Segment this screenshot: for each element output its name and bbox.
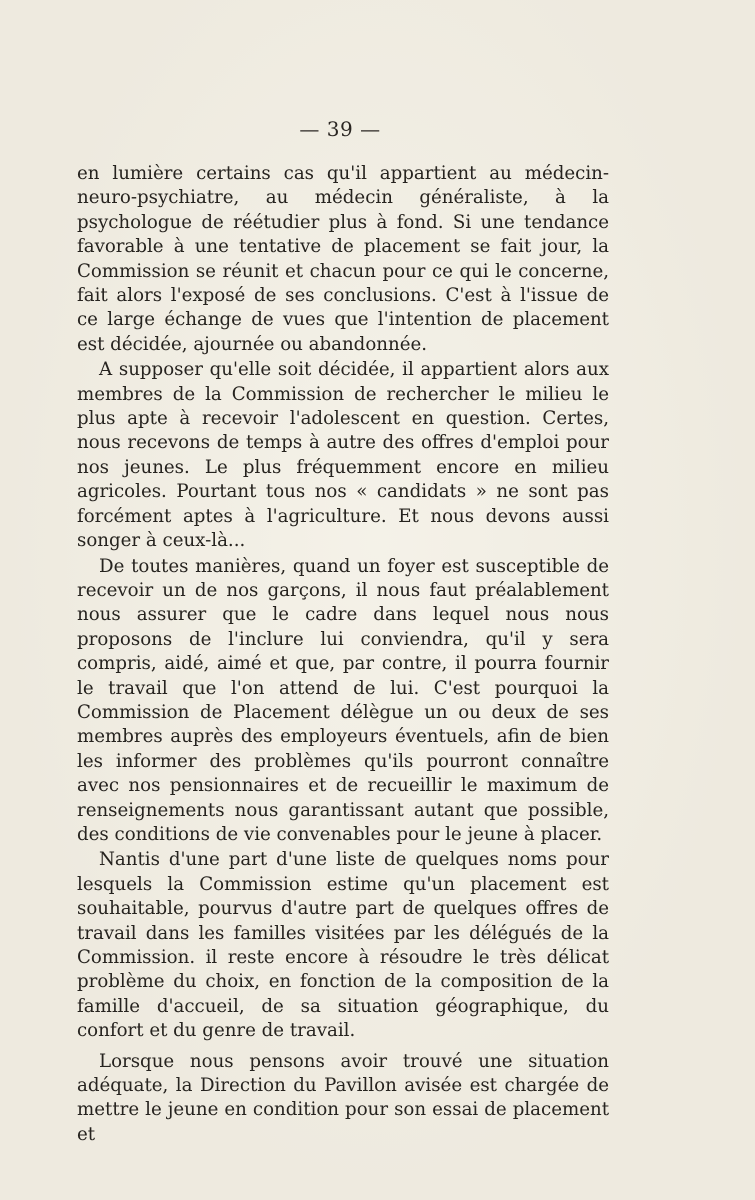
paragraph-2: A supposer qu'elle soit décidée, il appartient alors aux membres de la Commission de rechercher le milieu le plus apte à recevoir l'adolescent en question. Certes, nous recevons de temps à autre des offres d'emploi pour nos jeunes. Le plus fréquemment encore en milieu agricoles. Pourtant tous nos « candidats » ne sont pas forcément aptes à l'agriculture. Et nous devons aussi songer à ceux-là...: [77, 359, 609, 552]
paragraph-3: De toutes manières, quand un foyer est susceptible de recevoir un de nos garçons, il nous faut préalablement nous assurer que le cadre dans lequel nous nous proposons de l'inclure lui conviendra, qu'il y sera compris, aidé, aimé et que, par contre, il pourra fournir le travail que l'on attend de lui. C'est pourquoi la Commission de Placement délègue un ou deux de ses membres auprès des employeurs éventuels, afin de bien les informer des problèmes qu'ils pourront connaître avec nos pensionnaires et de recueillir le maximum de renseignements nous garantissant autant que possible, des conditions de vie convenables pour le jeune à placer.: [77, 555, 609, 845]
paragraph-5: Lorsque nous pensons avoir trouvé une situation adéquate, la Direction du Pavillon avisée est chargée de mettre le jeune en condition pour son essai de placement et: [77, 1050, 609, 1145]
paragraph-4: Nantis d'une part d'une liste de quelques noms pour lesquels la Commission estime qu'un placement est souhaitable, pourvus d'autre part de quelques offres de travail dans les familles visitées par les délégués de la Commission. il reste encore à résoudre le très délicat problème du choix, en fonction de la composition de la famille d'accueil, de sa situation géographique, du confort et du genre de travail.: [77, 849, 609, 1042]
paragraph-1: en lumière certains cas qu'il appartient au médecin-neuro-psychiatre, au médecin généraliste, à la psychologue de réétudier plus à fond. Si une tendance favorable à une tentative de placement se fait jour, la Commission se réunit et chacun pour ce qui le concerne, fait alors l'exposé de ses conclusions. C'est à l'issue de ce large échange de vues que l'intention de placement est décidée, ajournée ou abandonnée.: [77, 163, 609, 355]
page-number: — 39 —: [299, 117, 381, 141]
body-text: [77, 162, 609, 1148]
